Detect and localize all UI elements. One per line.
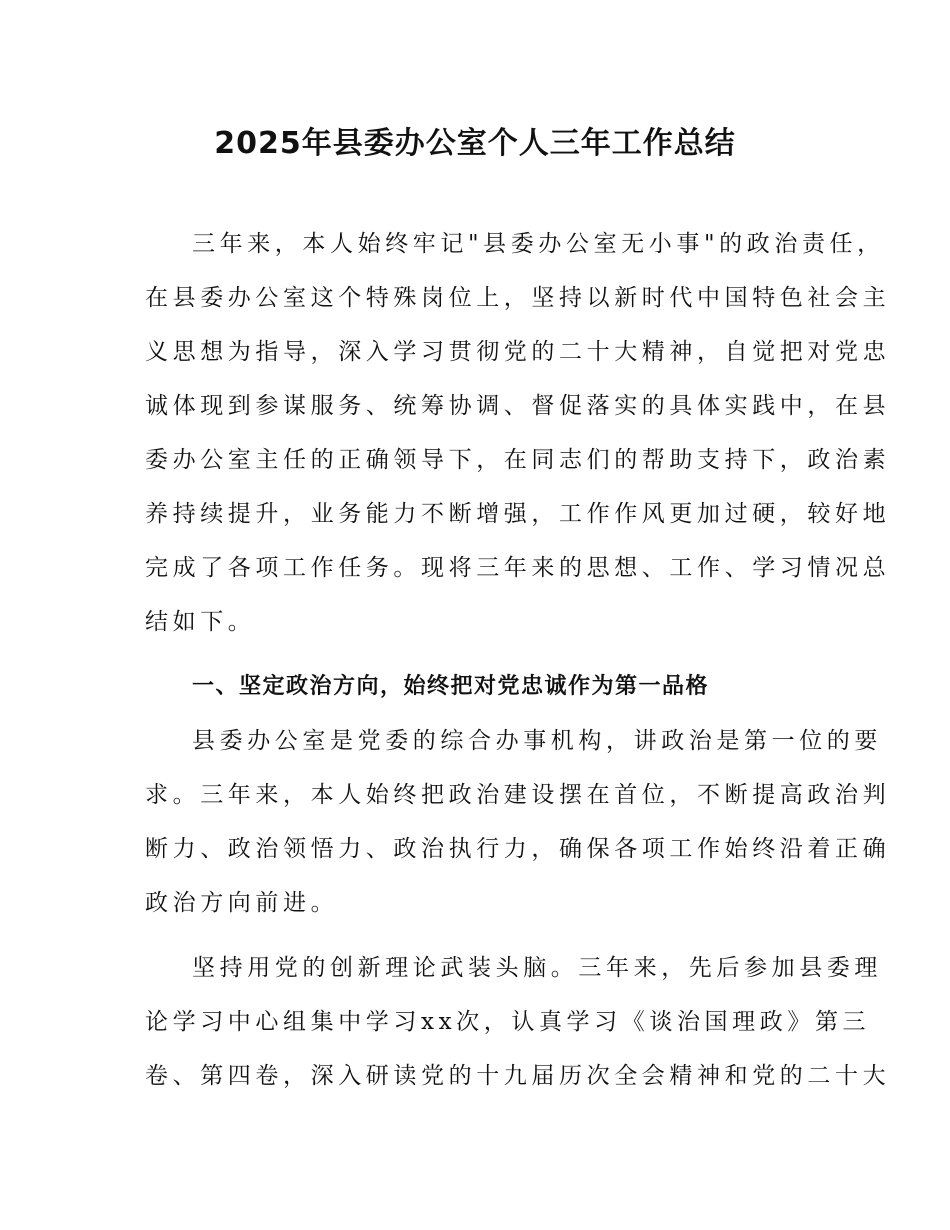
paragraph-line: 完成了各项工作任务。现将三年来的思想、工作、学习情况总 [145, 555, 891, 581]
paragraph-line: 断力、政治领悟力、政治执行力，确保各项工作始终沿着正确 [145, 836, 891, 862]
paragraph-line: 论学习中心组集中学习xx次，认真学习《谈治国理政》第三 [145, 1009, 871, 1035]
paragraph-line: 坚持用党的创新理论武装头脑。三年来，先后参加县委理 [192, 955, 882, 981]
paragraph-line: 县委办公室是党委的综合办事机构，讲政治是第一位的要 [192, 728, 882, 754]
paragraph-line: 结如下。 [145, 609, 256, 635]
paragraph-line: 养持续提升，业务能力不断增强，工作作风更加过硬，较好地 [145, 501, 891, 527]
paragraph-line: 诚体现到参谋服务、统筹协调、督促落实的具体实践中，在县 [145, 393, 891, 419]
paragraph-line: 义思想为指导，深入学习贯彻党的二十大精神，自觉把对党忠 [145, 339, 891, 365]
paragraph-line: 在县委办公室这个特殊岗位上，坚持以新时代中国特色社会主 [145, 285, 891, 311]
paragraph-line: 委办公室主任的正确领导下，在同志们的帮助支持下，政治素 [145, 447, 891, 473]
paragraph-line: 求。三年来，本人始终把政治建设摆在首位，不断提高政治判 [145, 782, 891, 808]
paragraph-line: 三年来，本人始终牢记"县委办公室无小事"的政治责任， [192, 231, 885, 257]
section-heading: 一、坚定政治方向，始终把对党忠诚作为第一品格 [192, 674, 710, 699]
paragraph-line: 卷、第四卷，深入研读党的十九届历次全会精神和党的二十大 [145, 1063, 891, 1089]
paragraph-line: 政治方向前进。 [145, 890, 339, 916]
document-title: 2025年县委办公室个人三年工作总结 [214, 126, 736, 161]
